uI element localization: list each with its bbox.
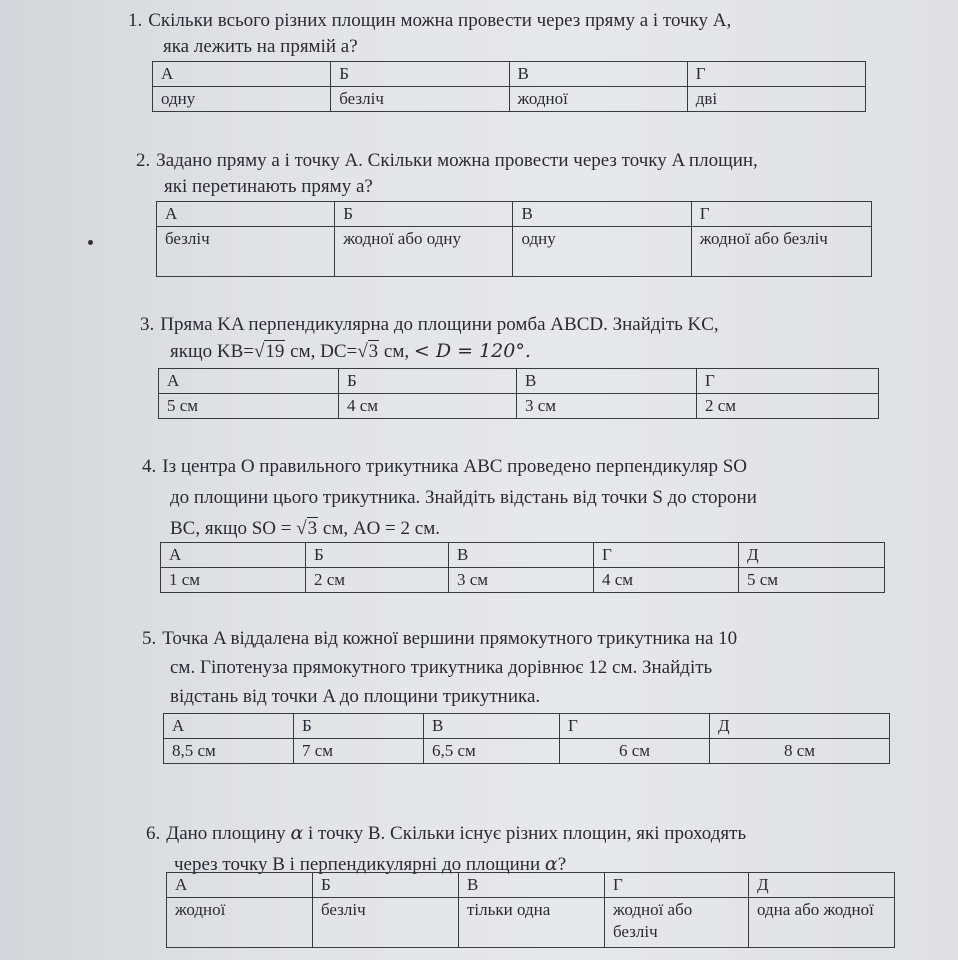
answer-table-4 <box>160 542 885 593</box>
alpha-symbol: α <box>544 853 558 875</box>
option-header: Г <box>691 202 871 227</box>
question-2-line-2: які перетинають пряму a? <box>164 176 373 197</box>
question-1-line-2: яка лежить на прямій a? <box>163 36 358 57</box>
alpha-symbol: α <box>290 822 304 844</box>
option-answer: 3 см <box>517 394 697 419</box>
option-answer: 7 см <box>294 739 424 764</box>
question-1-line-1: 1. Скільки всього різних площин можна провести через пряму a і точку A, <box>128 10 732 31</box>
option-header: Г <box>560 714 710 739</box>
angle-condition: < D = 120°. <box>413 340 531 362</box>
option-answer: жодної <box>167 898 313 948</box>
answer-table-5 <box>163 713 890 764</box>
question-2-line-1: 2. Задано пряму a і точку A. Скільки можна провести через точку A площин, <box>136 150 758 171</box>
question-4-line-1: 4. Із центра O правильного трикутника ABC проведено перпендикуляр SO <box>142 456 747 477</box>
option-answer: 2 см <box>306 568 449 593</box>
option-header: В <box>509 62 687 87</box>
option-header: В <box>513 202 691 227</box>
option-answer: 8 см <box>710 739 890 764</box>
question-3 <box>140 312 719 365</box>
question-4 <box>142 451 757 544</box>
option-header: Г <box>605 873 749 898</box>
option-answer: 5 см <box>739 568 885 593</box>
answer-table-1 <box>152 61 866 112</box>
sqrt-value: 19 <box>265 341 285 362</box>
question-5-line-1: 5. Точка A віддалена від кожної вершини прямокутного трикутника на 10 <box>142 628 738 649</box>
question-3-line-2: якщо KB=√19 см, DC=√3 см, < D = 120°. <box>170 340 531 362</box>
option-answer: 4 см <box>594 568 739 593</box>
option-answer: 1 см <box>161 568 306 593</box>
question-5-line-2: см. Гіпотенуза прямокутного трикутника дорівнює 12 см. Знайдіть <box>170 657 713 678</box>
option-header: А <box>164 714 294 739</box>
option-answer: дві <box>687 87 865 112</box>
option-header: Б <box>331 62 509 87</box>
option-answer: тільки одна <box>459 898 605 948</box>
ink-dot <box>88 240 93 245</box>
question-4-line-3: BC, якщо SO = √3 см, AO = 2 см. <box>170 518 440 539</box>
option-header: Д <box>710 714 890 739</box>
option-header: А <box>159 369 339 394</box>
question-4-line-2: до площини цього трикутника. Знайдіть відстань від точки S до сторони <box>170 487 757 508</box>
option-answer: жодної або безліч <box>691 227 871 277</box>
option-header: Г <box>697 369 879 394</box>
option-header: Б <box>335 202 513 227</box>
option-answer: безліч <box>313 898 459 948</box>
option-header: А <box>161 543 306 568</box>
option-answer: 5 см <box>159 394 339 419</box>
question-3-line-1: 3. Пряма KA перпендикулярна до площини ромба ABCD. Знайдіть KC, <box>140 314 719 335</box>
option-answer: 4 см <box>339 394 517 419</box>
question-1 <box>128 8 731 60</box>
answer-table-2 <box>156 201 872 277</box>
option-header: А <box>157 202 335 227</box>
option-header: В <box>459 873 605 898</box>
option-answer: безліч <box>331 87 509 112</box>
option-answer: одна або жодної <box>749 898 895 948</box>
option-header: Б <box>339 369 517 394</box>
sqrt-value: 3 <box>307 518 318 539</box>
option-header: В <box>449 543 594 568</box>
option-answer: 6,5 см <box>424 739 560 764</box>
question-6 <box>146 818 746 880</box>
option-answer: жодної або безліч <box>605 898 749 948</box>
option-header: А <box>153 62 331 87</box>
answer-table-3 <box>158 368 879 419</box>
answer-table-6 <box>166 872 895 948</box>
option-answer: безліч <box>157 227 335 277</box>
option-header: Г <box>687 62 865 87</box>
option-answer: одну <box>153 87 331 112</box>
option-answer: жодної або одну <box>335 227 513 277</box>
sqrt-value: 3 <box>368 341 379 362</box>
option-header: Д <box>739 543 885 568</box>
option-header: В <box>517 369 697 394</box>
option-answer: 3 см <box>449 568 594 593</box>
option-answer: 8,5 см <box>164 739 294 764</box>
option-header: А <box>167 873 313 898</box>
question-6-line-1: 6. Дано площину α і точку B. Скільки існує різних площин, які проходять <box>146 822 747 844</box>
question-6-line-2: через точку B і перпендикулярні до площини α? <box>174 853 567 875</box>
option-header: Б <box>313 873 459 898</box>
option-header: Д <box>749 873 895 898</box>
option-answer: жодної <box>509 87 687 112</box>
option-header: В <box>424 714 560 739</box>
question-2 <box>136 148 758 200</box>
option-answer: 2 см <box>697 394 879 419</box>
option-header: Б <box>306 543 449 568</box>
option-answer: 6 см <box>560 739 710 764</box>
option-header: Б <box>294 714 424 739</box>
option-header: Г <box>594 543 739 568</box>
question-5 <box>142 624 737 711</box>
option-answer: одну <box>513 227 691 277</box>
question-5-line-3: відстань від точки A до площини трикутника. <box>170 686 541 707</box>
